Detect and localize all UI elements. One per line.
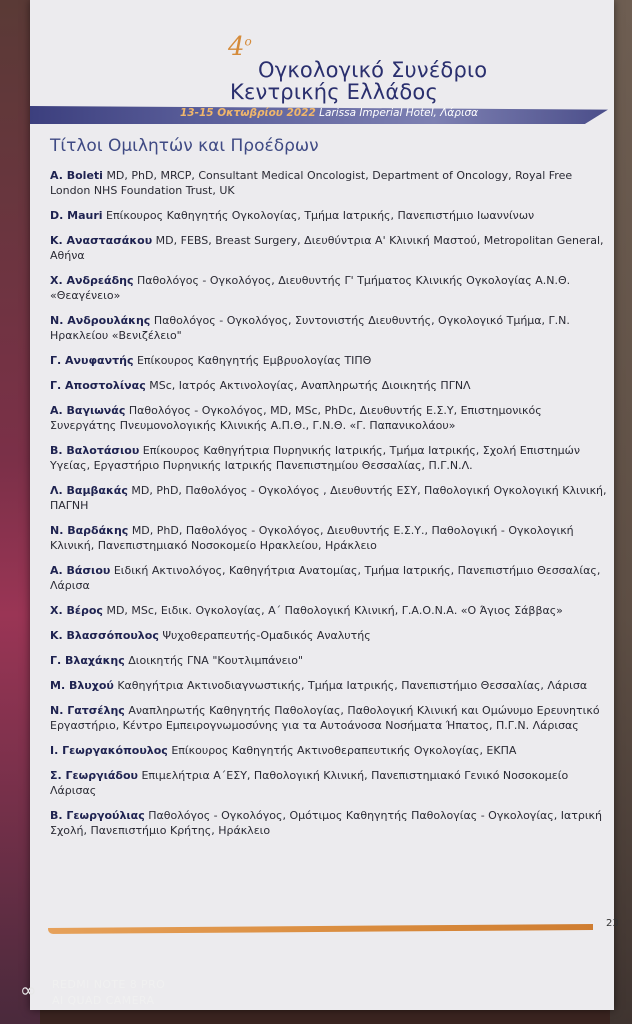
speaker-entry (50, 703, 610, 733)
speaker-name: Γ. Βλαχάκης (50, 654, 125, 667)
conference-header (30, 30, 614, 130)
speaker-entry (50, 208, 610, 223)
speaker-name: Α. Βάσιου (50, 564, 111, 577)
speaker-name: Σ. Γεωργιάδου (50, 769, 138, 782)
conference-title-line1: Ογκολογικό Συνέδριο (258, 58, 488, 82)
speaker-name: Μ. Βλυχού (50, 679, 114, 692)
conference-venue: Larissa Imperial Hotel, Λάρισα (319, 107, 479, 119)
speaker-name: Ν. Ανδρουλάκης (50, 314, 151, 327)
speaker-title: Παθολόγος - Ογκολόγος, Ομότιμος Καθηγητής Παθολογίας - Ογκολογίας, Ιατρική Σχολή, Πανεπιστήμιο Κρήτης, Ηράκλειο (50, 809, 603, 837)
speaker-entry (50, 443, 610, 473)
speaker-name: Γ. Αποστολίνας (50, 379, 146, 392)
camera-logo-icon: ∞ (20, 978, 37, 1002)
speaker-name: D. Mauri (50, 209, 103, 222)
page-number: 23 (606, 918, 619, 929)
speaker-name: Ν. Γατσέλης (50, 704, 125, 717)
speaker-entry (50, 313, 610, 343)
speaker-name: Β. Βαλοτάσιου (50, 444, 140, 457)
brochure-page (30, 0, 619, 1010)
speaker-entry (50, 403, 610, 433)
speaker-title: Παθολόγος - Ογκολόγος, Συντονιστής Διευθυντής, Ογκολογικό Τμήμα, Γ.Ν. Ηρακλείου «Βενιζέλειο" (50, 314, 570, 342)
conference-title-line2: Κεντρικής Ελλάδος (230, 80, 439, 104)
speaker-entry (50, 523, 610, 553)
speaker-name: A. Boleti (50, 169, 103, 182)
speaker-entry (50, 603, 610, 618)
speaker-name: Α. Βαγιωνάς (50, 404, 126, 417)
conference-ordinal: $4^o$ (228, 32, 252, 62)
speaker-title: MD, PhD, MRCP, Consultant Medical Oncologist, Department of Oncology, Royal Free London NHS Foundation Trust, UK (50, 169, 573, 197)
footer-swoosh (48, 924, 593, 934)
speaker-entry (50, 273, 610, 303)
speaker-name: Γ. Ανυφαντής (50, 354, 134, 367)
speaker-title: Επίκουρος Καθηγητής Ογκολογίας, Τμήμα Ιατρικής, Πανεπιστήμιο Ιωαννίνων (106, 209, 535, 222)
speaker-entry (50, 233, 610, 263)
speaker-entry (50, 768, 610, 798)
camera-feature: AI QUAD CAMERA (52, 994, 155, 1007)
speaker-list (50, 168, 610, 848)
camera-model: REDMI NOTE 8 PRO (52, 978, 166, 991)
speaker-name: Κ. Βλασσόπουλος (50, 629, 159, 642)
speaker-title: Παθολόγος - Ογκολόγος, Διευθυντής Γ' Τμήματος Κλινικής Ογκολογίας Α.Ν.Θ. «Θεαγένειο» (50, 274, 571, 302)
speaker-title: Αναπληρωτής Καθηγητής Παθολογίας, Παθολογική Κλινική και Ομώνυμο Ερευνητικό Εργαστήριο, Κέντρο Εμπειρογνωμοσύνης για τα Αυτοάνοσα Νοσήματα Ήπατος, Π.Γ.Ν. Λάρισας (50, 704, 600, 732)
conference-dates: 13-15 Οκτωβρίου 2022 (180, 107, 316, 119)
date-venue-text (180, 107, 478, 119)
speaker-name: Χ. Ανδρεάδης (50, 274, 134, 287)
camera-watermark (20, 976, 200, 1016)
speaker-title: Επιμελήτρια Α΄ΕΣΥ, Παθολογική Κλινική, Πανεπιστημιακό Γενικό Νοσοκομείο Λάρισας (50, 769, 569, 797)
speaker-entry (50, 563, 610, 593)
speaker-entry (50, 168, 610, 198)
speaker-name: Λ. Βαμβακάς (50, 484, 128, 497)
speaker-entry (50, 483, 610, 513)
speaker-title: Επίκουρος Καθηγητής Ακτινοθεραπευτικής Ογκολογίας, ΕΚΠΑ (171, 744, 517, 757)
speaker-name: Β. Γεωργούλιας (50, 809, 145, 822)
speaker-name: Ι. Γεωργακόπουλος (50, 744, 168, 757)
speaker-entry (50, 628, 610, 643)
speaker-title: Παθολόγος - Ογκολόγος, MD, MSc, PhDc, Διευθυντής Ε.Σ.Υ, Επιστημονικός Συνεργάτης Πνευμονολογικής Κλινικής Α.Π.Θ., Γ.Ν.Θ. «Γ. Παπανικολάου» (50, 404, 542, 432)
speaker-title: MSc, Ιατρός Ακτινολογίας, Αναπληρωτής Διοικητής ΠΓΝΛ (149, 379, 471, 392)
speaker-title: Επίκουρος Καθηγήτρια Πυρηνικής Ιατρικής, Τμήμα Ιατρικής, Σχολή Επιστημών Υγείας, Εργαστήριο Πυρηνικής Ιατρικής Πανεπιστημίου Θεσσαλίας, Π.Γ.Ν.Λ. (50, 444, 581, 472)
speaker-title: Διοικητής ΓΝΑ "Κουτλιμπάνειο" (128, 654, 304, 667)
speaker-title: Ψυχοθεραπευτής-Ομαδικός Αναλυτής (162, 629, 371, 642)
speaker-entry (50, 378, 610, 393)
speaker-entry (50, 653, 610, 668)
speaker-title: MD, PhD, Παθολόγος - Ογκολόγος , Διευθυντής ΕΣΥ, Παθολογική Ογκολογική Κλινική, ΠΑΓΝΗ (50, 484, 607, 512)
speaker-title: Επίκουρος Καθηγητής Εμβρυολογίας ΤΙΠΘ (136, 354, 372, 367)
speaker-name: Ν. Βαρδάκης (50, 524, 129, 537)
speaker-name: Χ. Βέρος (50, 604, 103, 617)
speaker-entry (50, 808, 610, 838)
speaker-title: Καθηγήτρια Ακτινοδιαγνωστικής, Τμήμα Ιατρικής, Πανεπιστήμιο Θεσσαλίας, Λάρισα (117, 679, 588, 692)
speaker-entry (50, 353, 610, 368)
speaker-title: Ειδική Ακτινολόγος, Καθηγήτρια Ανατομίας, Τμήμα Ιατρικής, Πανεπιστήμιο Θεσσαλίας, Λάρισα (50, 564, 601, 592)
speaker-name: Κ. Αναστασάκου (50, 234, 153, 247)
speaker-title: MD, PhD, Παθολόγος - Ογκολόγος, Διευθυντής Ε.Σ.Υ., Παθολογική - Ογκολογική Κλινική, Πανεπιστημιακό Νοσοκομείο Ηρακλείου, Ηράκλειο (50, 524, 574, 552)
speaker-title: MD, FEBS, Breast Surgery, Διευθύντρια Α' Κλινική Μαστού, Metropolitan General, Αθήνα (50, 234, 604, 262)
section-title: Τίτλοι Ομιλητών και Προέδρων (50, 136, 319, 156)
speaker-entry (50, 743, 610, 758)
speaker-entry (50, 678, 610, 693)
speaker-title: MD, MSc, Ειδικ. Ογκολογίας, Α΄ Παθολογική Κλινική, Γ.Α.Ο.Ν.Α. «Ο Άγιος Σάββας» (106, 604, 563, 617)
